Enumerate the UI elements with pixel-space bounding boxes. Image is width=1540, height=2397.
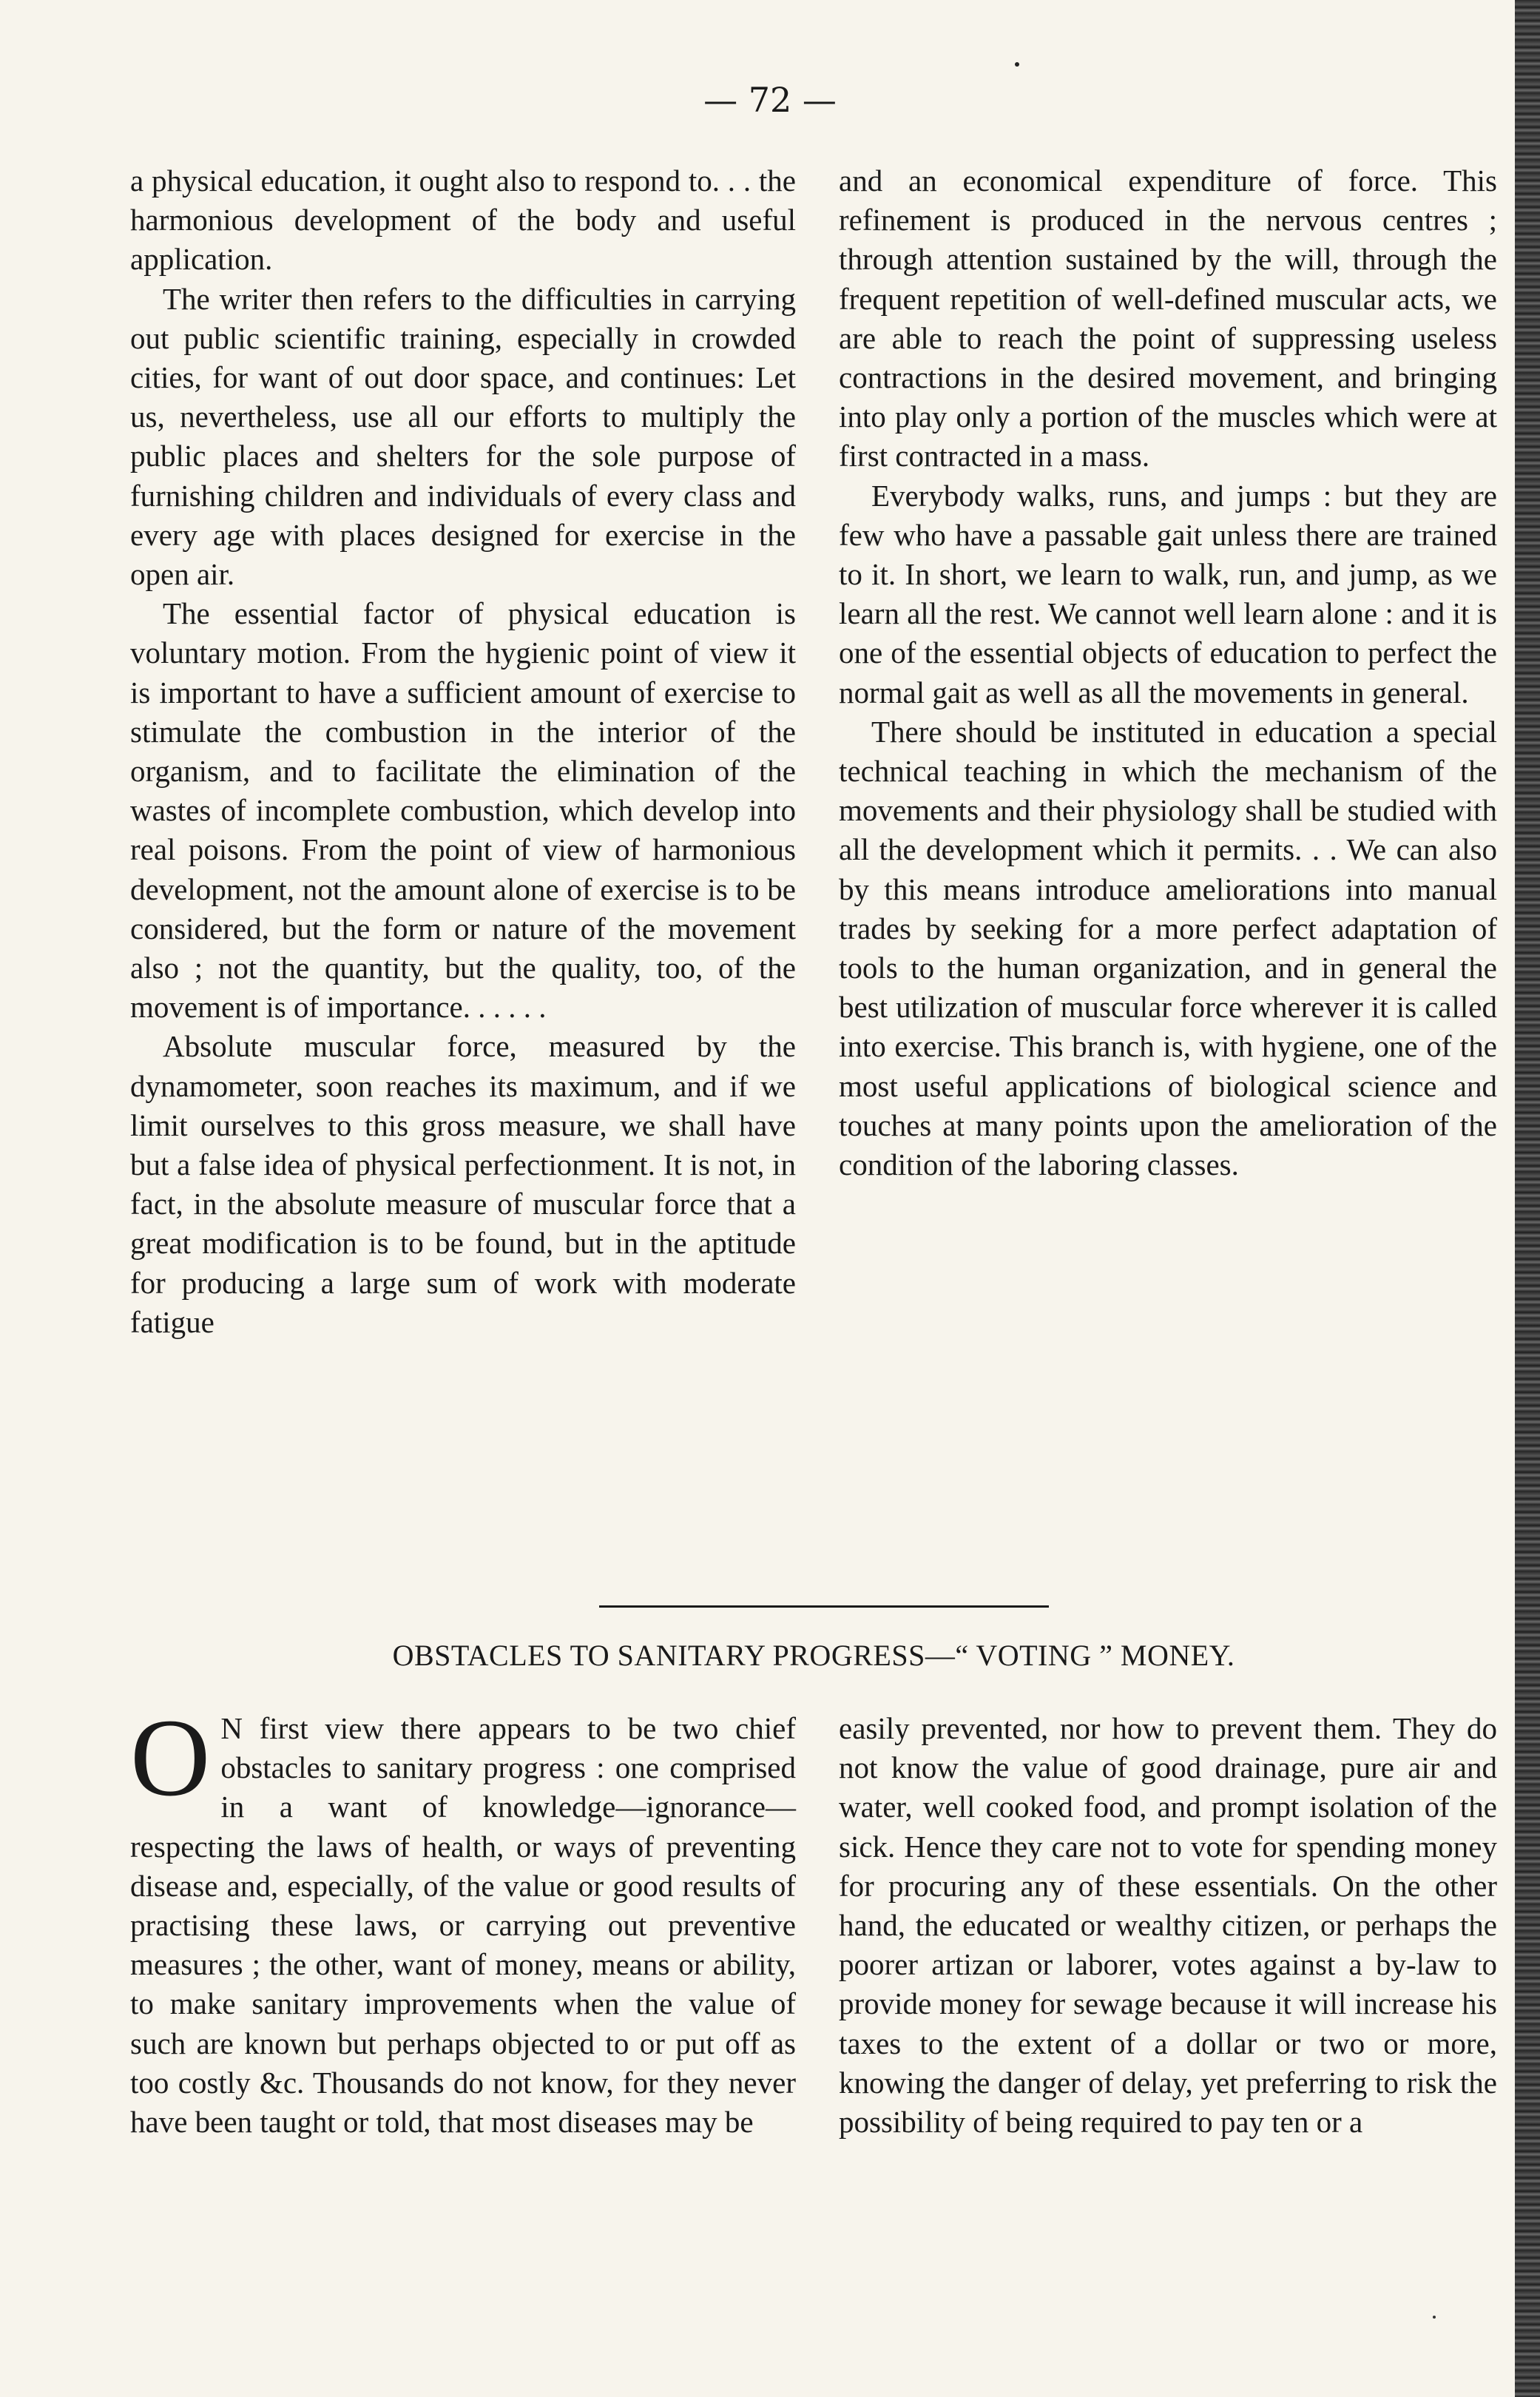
paragraph: and an economical expenditure of force. This refinement is produced in the nervous centres ; through attention sustained by the will, through the frequent repetition of well-defined muscular acts, we are able to reach the point of suppressing useless contractions in the desired movement, and bringing into play only a portion of the muscles which were at first contracted in a mass. xyxy=(839,163,1497,473)
ink-speck xyxy=(1433,2316,1436,2319)
column-top-right xyxy=(839,161,1497,1560)
ink-speck xyxy=(1015,62,1019,67)
paragraph: The writer then refers to the difficulties in carrying out public scientific training, especially in crowded cities, for want of out door space, and continues: Let us, nevertheless, use all our efforts to multiply the public places and shelters for the sole purpose of furnishing children and individuals of every class and every age with places designed for exercise in the open air. xyxy=(130,281,796,592)
paragraph: Absolute muscular force, measured by the dynamometer, soon reaches its maximum, and if we limit ourselves to this gross measure, we shall have but a false idea of physical perfectionment. It is not, in fact, in the absolute measure of muscular force that a great modification is to be found, but in the aptitude for producing a large sum of work with moderate fatigue xyxy=(130,1029,796,1339)
paragraph: a physical education, it ought also to respond to. . . the harmonious development of the body and useful application. xyxy=(130,163,796,277)
column-bottom-left xyxy=(130,1696,796,2271)
article-title: OBSTACLES TO SANITARY PROGRESS—“ VOTING ” MONEY. xyxy=(392,1639,1235,1672)
page-number: — 72 — xyxy=(703,80,837,120)
paragraph: easily prevented, nor how to prevent them. They do not know the value of good drainage, pure air and water, well cooked food, and prompt isolation of the sick. Hence they care not to vote for spending money for procuring any of these essentials. On the other hand, the educated or wealthy citizen, or perhaps the poorer artizan or laborer, votes against a by-law to provide money for sewage because it will increase his taxes to the extent of a dollar or two or more, knowing the danger of delay, yet preferring to risk the possibility of being required to pay ten or a xyxy=(839,1711,1497,2140)
paragraph: Everybody walks, runs, and jumps : but they are few who have a passable gait unless there are trained to it. In short, we learn to walk, run, and jump, as we learn all the rest. We cannot well learn alone : and it is one of the essential objects of education to perfect the normal gait as well as all the movements in general. xyxy=(839,478,1497,709)
paragraph: N first view there appears to be two chief obstacles to sanitary progress : one comprised in a want of knowledge—ignorance—respecting the laws of health, or ways of preventing disease and, especially, of the value or good results of practising these laws, or carrying out preventive measures ; the other, want of money, means or ability, to make sanitary improvements when the value of such are known but perhaps objected to or put off as too costly &c. Thousands do not know, for they never have been taught or told, that most diseases may be xyxy=(130,1711,796,2140)
column-bottom-right xyxy=(839,1709,1497,2271)
paragraph: There should be instituted in education a special technical teaching in which the mechanism of the movements and their physiology shall be studied with all the development which it permits. . . We can also by this means introduce ameliorations into manual trades by seeking for a more perfect adaptation of tools to the human organization, and in general the best utilization of muscular force wherever it is called into exercise. This branch is, with hygiene, one of the most useful applications of biological science and touches at many points upon the amelioration of the condition of the laboring classes. xyxy=(839,714,1497,1182)
paragraph: The essential factor of physical education is voluntary motion. From the hygienic point of view it is important to have a sufficient amount of exercise to stimulate the combustion in the interior of the organism, and to facilitate the elimination of the wastes of incomplete combustion, which develop into real poisons. From the point of view of harmonious development, not the amount alone of exercise is to be considered, but the form or nature of the movement also ; not the quantity, but the quality, too, of the movement is of importance. . . . . . xyxy=(130,596,796,1025)
section-divider xyxy=(599,1605,1049,1608)
page-edge-margin xyxy=(1504,0,1515,2397)
column-top-left xyxy=(130,161,796,1560)
drop-cap: O xyxy=(130,1696,211,1819)
